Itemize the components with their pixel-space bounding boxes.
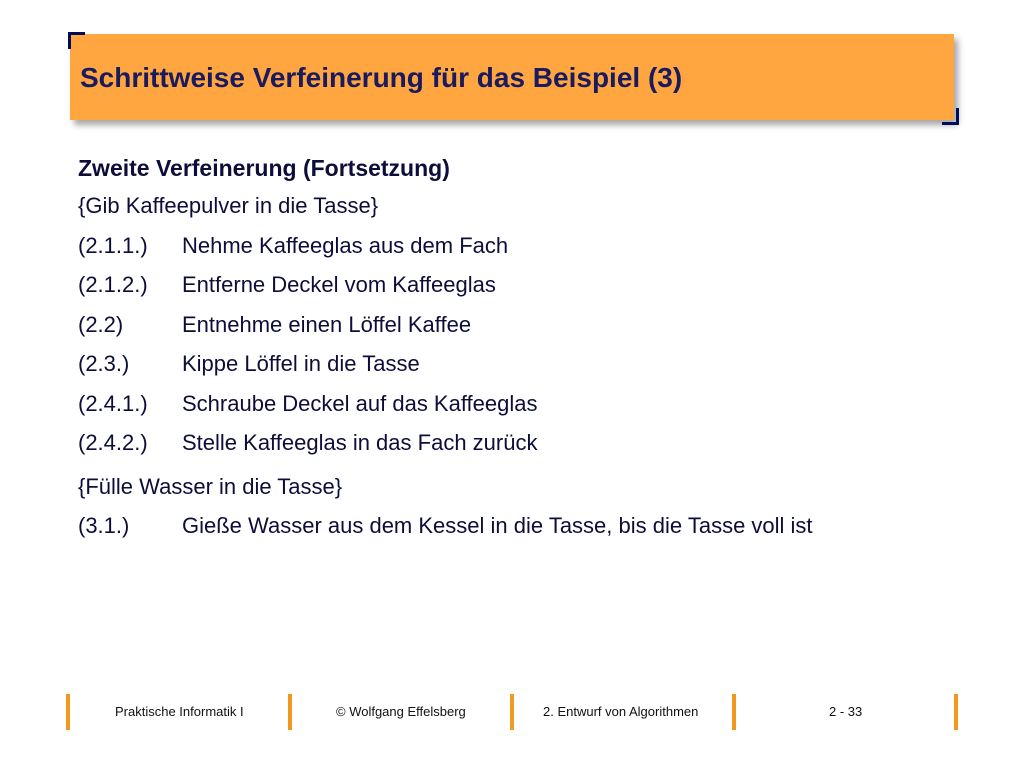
step-item [78,265,978,305]
step-item [78,344,978,384]
step-text: Entnehme einen Löffel Kaffee [182,311,472,337]
footer-course: Praktische Informatik I [115,704,244,719]
group-header-coffee: {Gib Kaffeepulver in die Tasse} [78,193,379,218]
step-text: Gieße Wasser aus dem Kessel in die Tasse, bis die Tasse voll ist [182,513,813,538]
title-banner [70,34,954,120]
footer-page-number: 2 - 33 [829,704,863,719]
step-text: Entferne Deckel vom Kaffeeglas [182,272,496,297]
step-number: (2.3.) [78,351,130,376]
footer-divider [66,694,70,730]
footer-author: © Wolfgang Effelsberg [336,704,466,719]
slide-footer [0,692,1024,742]
step-number: (2.1.1.) [78,232,148,258]
step-text: Kippe Löffel in die Tasse [182,351,420,376]
step-number: (3.1.) [78,513,130,538]
slide-title: Schrittweise Verfeinerung für das Beispiel (3) [80,62,683,93]
step-number: (2.4.1.) [78,390,148,416]
group-header-water: {Fülle Wasser in die Tasse} [78,473,343,499]
footer-divider [954,694,958,730]
step-item [78,384,978,424]
step-number: (2.1.2.) [78,272,148,297]
step-text: Nehme Kaffeeglas aus dem Fach [182,232,509,258]
step-number: (2.2) [78,311,124,337]
step-item [78,226,978,266]
footer-chapter: 2. Entwurf von Algorithmen [543,704,699,719]
corner-bracket-bottom-right [942,108,959,125]
footer-divider [510,694,514,730]
subheading: Zweite Verfeinerung (Fortsetzung) [78,155,450,181]
step-item [78,423,978,463]
slide-body [78,150,978,546]
step-text: Stelle Kaffeeglas in das Fach zurück [182,430,538,455]
step-text: Schraube Deckel auf das Kaffeeglas [182,390,538,416]
step-item [78,305,978,345]
footer-divider [732,694,736,730]
corner-bracket-top-left [68,32,85,49]
step-number: (2.4.2.) [78,430,148,455]
footer-divider [288,694,292,730]
step-item [78,506,978,546]
